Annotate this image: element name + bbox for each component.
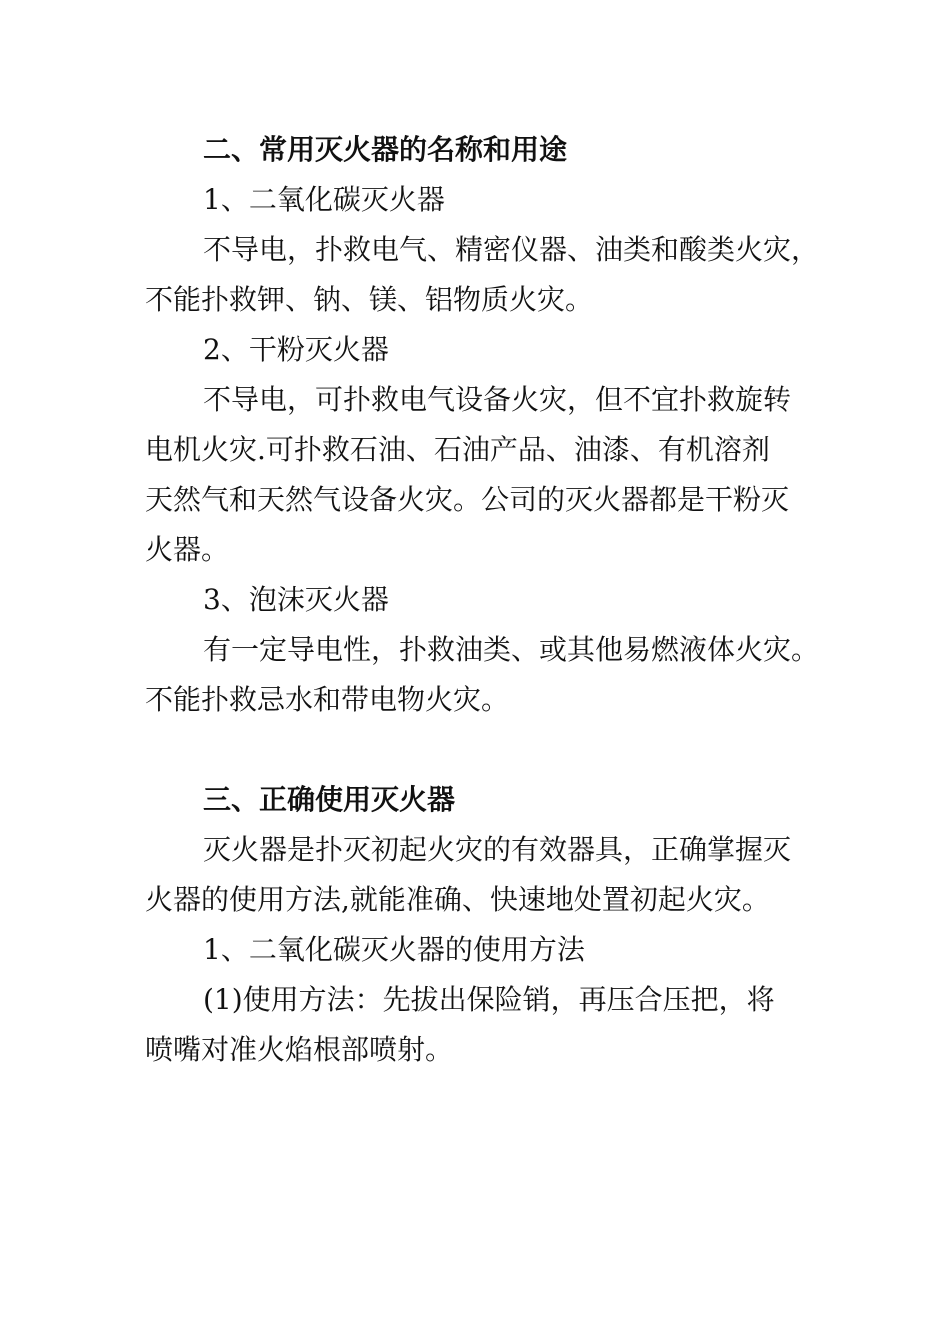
item-title-co2: 1、二氧化碳灭火器 [203, 183, 445, 216]
section-heading-extinguisher-types: 二、常用灭火器的名称和用途 [203, 133, 568, 166]
document-body [145, 125, 835, 1075]
paragraph-line: 有一定导电性，扑救油类、或其他易燃液体火灾。 [203, 633, 820, 666]
item-title-foam: 3、泡沫灭火器 [203, 583, 389, 616]
section-spacer [145, 725, 835, 775]
section-heading-correct-use: 三、正确使用灭火器 [203, 783, 456, 816]
paragraph-line: (1)使用方法：先拔出保险销，再压合压把，将 [203, 983, 775, 1016]
paragraph-line: 天然气和天然气设备火灾。公司的灭火器都是干粉灭 [145, 483, 790, 516]
paragraph-line: 不能扑救钾、钠、镁、铝物质火灾。 [145, 283, 594, 316]
item-title-co2-usage: 1、二氧化碳灭火器的使用方法 [203, 933, 585, 966]
paragraph-line: 喷嘴对准火焰根部喷射。 [145, 1033, 454, 1066]
paragraph-line: 不导电，可扑救电气设备火灾，但不宜扑救旋转 [203, 383, 792, 416]
paragraph-line: 火器。 [145, 533, 230, 566]
paragraph-line: 不能扑救忌水和带电物火灾。 [145, 683, 510, 716]
item-title-dry-powder: 2、干粉灭火器 [203, 333, 389, 366]
paragraph-line: 不导电，扑救电气、精密仪器、油类和酸类火灾， [203, 233, 820, 266]
paragraph-line: 火器的使用方法,就能准确、快速地处置初起火灾。 [145, 883, 770, 916]
paragraph-line: 电机火灾.可扑救石油、石油产品、油漆、有机溶剂 [145, 433, 770, 466]
paragraph-line: 灭火器是扑灭初起火灾的有效器具，正确掌握灭 [203, 833, 792, 866]
